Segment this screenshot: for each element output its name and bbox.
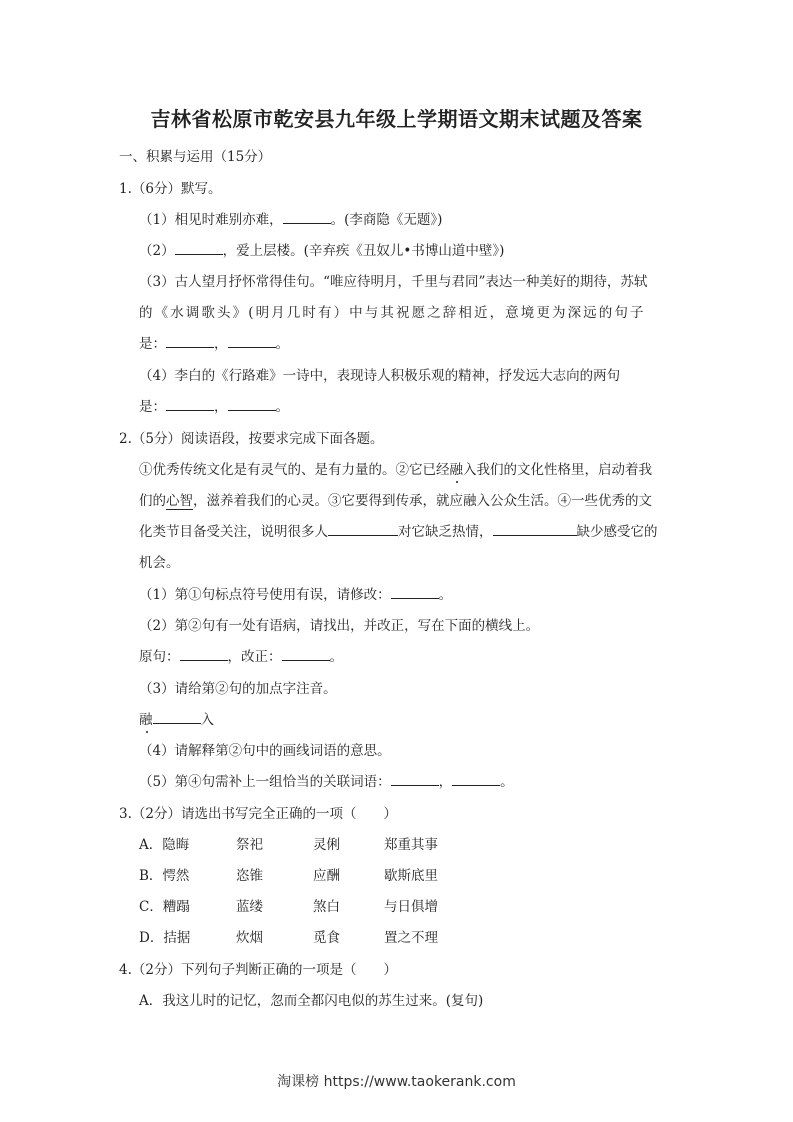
option-d-word-4: 置之不理: [384, 930, 438, 946]
passage-line-1: [139, 458, 652, 478]
answer-blank[interactable]: [228, 333, 276, 348]
page-title: 吉林省松原市乾安县九年级上学期语文期末试题及答案: [150, 107, 643, 131]
footer-watermark: 淘课榜 https://www.taokerank.com: [277, 1074, 516, 1090]
answer-blank[interactable]: [175, 240, 223, 255]
question-3-heading: 3.（2分）请选出书写完全正确的一项（ ）: [119, 806, 397, 822]
q1-item-2-text-a: （2）: [139, 243, 175, 259]
q1-item-3-comma: ，: [214, 336, 228, 352]
answer-blank[interactable]: [328, 521, 398, 536]
fix-label: ，改正：: [227, 649, 282, 665]
q1-item-1: [139, 208, 442, 228]
option-d-word-3: 觅食: [313, 930, 340, 946]
passage-text: ①优秀传统文化是有灵气的、是有力量的。②它已经: [139, 462, 450, 478]
q1-item-4-comma: ，: [214, 399, 228, 415]
answer-blank[interactable]: [166, 333, 214, 348]
passage-text: 们的: [139, 493, 166, 509]
q1-item-2: [139, 239, 504, 259]
option-a-word-2: 祭祀: [236, 837, 263, 853]
option-a-word-4: 郑重其事: [384, 837, 438, 853]
option-b-word-1[interactable]: B．愕然: [139, 868, 190, 884]
passage-text: 入我们的文化性格里，启动着我: [463, 462, 652, 478]
q2-item-1: [139, 583, 452, 603]
question-4-heading: 4.（2分）下列句子判断正确的一项是（ ）: [119, 962, 397, 978]
passage-line-3: [139, 520, 658, 540]
answer-blank[interactable]: [391, 771, 439, 786]
q4-option-a[interactable]: A．我这儿时的记忆，忽而全都闪电似的苏生过来。(复句): [139, 993, 484, 1009]
q1-item-4-line-1: （4）李白的《行路难》一诗中，表现诗人积极乐观的精神，抒发远大志向的两句: [139, 368, 621, 384]
passage-line-2: [139, 489, 652, 509]
option-d-word-1[interactable]: D．拮据: [139, 930, 191, 946]
underlined-word: 心智: [166, 493, 193, 509]
q2-item-2: （2）第②句有一处有语病，请找出，并改正，写在下面的横线上。: [139, 618, 540, 634]
q1-item-1-text-a: （1）相见时难别亦难，: [139, 212, 283, 228]
passage-text: 化类节目备受关注，说明很多人: [139, 524, 328, 540]
q1-item-3-line-1: （3）古人望月抒怀常得佳句。“唯应待明月，千里与君同”表达一种美好的期待，苏轼: [139, 274, 648, 290]
option-a-word-1[interactable]: A．隐晦: [139, 837, 190, 853]
answer-blank[interactable]: [166, 396, 214, 411]
answer-blank[interactable]: [282, 646, 330, 661]
q2-item-2-answer: [139, 645, 343, 665]
option-a-word-3: 灵俐: [313, 837, 340, 853]
option-b-word-4: 歇斯底里: [384, 868, 438, 884]
q2-item-5: [139, 770, 514, 790]
option-c-word-2: 蓝缕: [236, 899, 263, 915]
q1-item-1-text-b: 。(李商隐《无题》): [330, 212, 443, 228]
q1-item-3-line-2: 的《水调歌头》(明月几时有）中与其祝愿之辞相近，意境更为深远的句子: [139, 305, 646, 321]
option-c-word-3: 煞白: [313, 899, 340, 915]
q2-item-3: （3）请给第②句的加点字注音。: [139, 681, 337, 697]
answer-blank[interactable]: [283, 209, 331, 224]
q1-item-3-end: 。: [275, 336, 289, 352]
q2-item-1-end: 。: [438, 587, 453, 603]
original-label: 原句：: [139, 649, 180, 665]
section-heading: 一、积累与运用（15分）: [119, 149, 272, 165]
answer-blank[interactable]: [452, 771, 500, 786]
q2-item-1-text: （1）第①句标点符号使用有误，请修改：: [139, 587, 391, 603]
q2-item-5-text: （5）第④句需补上一组恰当的关联词语：: [139, 774, 391, 790]
answer-blank[interactable]: [493, 521, 577, 536]
q2-item-3-after: 入: [200, 712, 214, 728]
question-2-heading: 2.（5分）阅读语段，按要求完成下面各题。: [119, 431, 384, 447]
passage-text: 对它缺乏热情，: [398, 524, 493, 540]
passage-text: 缺少感受它的: [576, 524, 658, 540]
question-1-heading: 1.（6分）默写。: [119, 181, 222, 197]
answer-blank[interactable]: [180, 646, 228, 661]
q2-item-3-answer: [139, 708, 214, 728]
option-c-word-1[interactable]: C．糟蹋: [139, 899, 190, 915]
q1-item-4-end: 。: [275, 399, 289, 415]
passage-text: ，滋养着我们的心灵。③它要得到传承，就应融入公众生活。④一些优秀的文: [193, 493, 652, 509]
option-d-word-2: 炊烟: [236, 930, 263, 946]
q2-item-4: （4）请解释第②句中的画线词语的意思。: [139, 743, 391, 759]
q1-item-4-line-2: [139, 395, 289, 415]
q1-item-2-text-b: ，爱上层楼。(辛弃疾《丑奴儿•书博山道中壁》): [222, 243, 505, 259]
q2-item-5-comma: ，: [438, 774, 453, 790]
q2-item-2-end: 。: [329, 649, 343, 665]
option-b-word-3: 应酬: [313, 868, 340, 884]
dotted-char: 融: [139, 712, 153, 728]
answer-blank[interactable]: [228, 396, 276, 411]
dotted-char: 融: [449, 462, 463, 478]
option-b-word-2: 恣锥: [236, 868, 263, 884]
q1-item-3-line-3: [139, 332, 289, 352]
q1-item-3-label: 是：: [139, 336, 166, 352]
answer-blank[interactable]: [153, 709, 201, 724]
q2-item-5-end: 。: [500, 774, 514, 790]
answer-blank[interactable]: [391, 584, 439, 599]
passage-line-4: 机会。: [139, 555, 180, 571]
option-c-word-4: 与日俱增: [384, 899, 438, 915]
q1-item-4-label: 是：: [139, 399, 166, 415]
